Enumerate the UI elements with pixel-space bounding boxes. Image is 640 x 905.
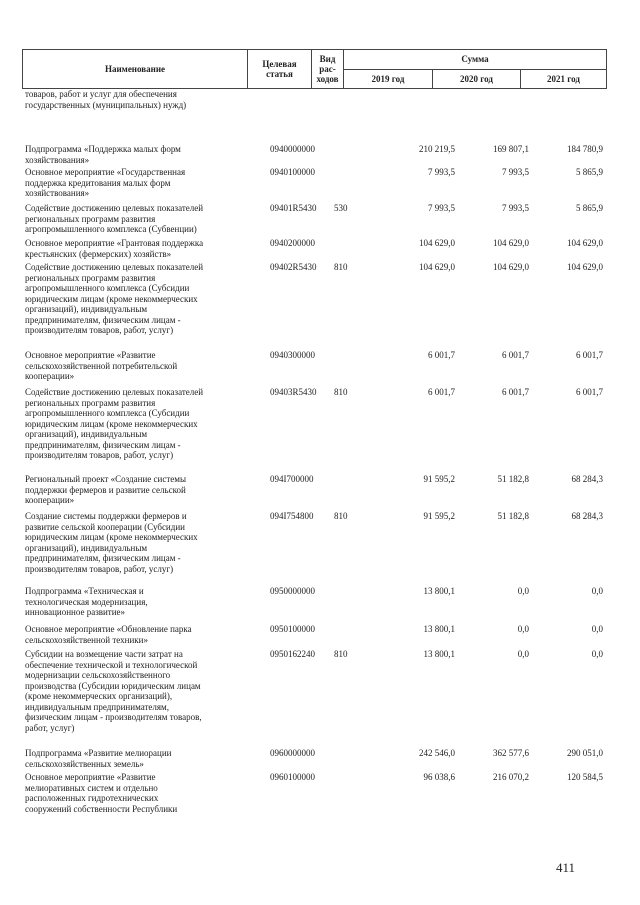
row-name: Основное мероприятие «Развитие сельскохозяйственной потребительской кооперации» (25, 350, 178, 381)
row-value-2020: 51 182,8 (497, 474, 529, 484)
row-name: Подпрограмма «Развитие мелиорации сельскохозяйственных земель» (25, 748, 172, 769)
col-type-header: Вид рас-ходов (312, 50, 344, 89)
row-value-2021: 104 629,0 (567, 262, 603, 272)
row-value-2021: 5 865,9 (576, 167, 603, 177)
row-value-2021: 5 865,9 (576, 203, 603, 213)
row-name: Региональный проект «Создание системы поддержки фермеров и развитие сельской кооперации» (25, 474, 186, 505)
row-value-2020: 51 182,8 (497, 511, 529, 521)
row-value-2019: 91 595,2 (423, 511, 455, 521)
row-code: 0940200000 (270, 238, 315, 248)
row-value-2021: 290 051,0 (567, 748, 603, 758)
row-value-2020: 104 629,0 (493, 262, 529, 272)
row-value-2019: 96 038,6 (423, 772, 455, 782)
row-code: 0940000000 (270, 144, 315, 154)
row-value-2021: 0,0 (591, 586, 603, 596)
row-value-2019: 13 800,1 (423, 624, 455, 634)
row-value-2020: 169 807,1 (493, 144, 529, 154)
row-name: Основное мероприятие «Грантовая поддержка крестьянских (фермерских) хозяйств» (25, 238, 204, 259)
row-code: 09402R5430 (270, 262, 317, 272)
row-code: 0950000000 (270, 586, 315, 596)
row-code: 0950100000 (270, 624, 315, 634)
row-code: 0960000000 (270, 748, 315, 758)
row-value-2019: 104 629,0 (419, 238, 455, 248)
row-type: 810 (334, 387, 348, 397)
row-value-2020: 104 629,0 (493, 238, 529, 248)
row-value-2020: 6 001,7 (502, 387, 529, 397)
row-code: 09401R5430 (270, 203, 317, 213)
row-name: Основное мероприятие «Обновление парка сельскохозяйственной техники» (25, 624, 192, 645)
row-value-2020: 0,0 (517, 649, 529, 659)
row-type: 530 (334, 203, 348, 213)
row-name: Субсидии на возмещение части затрат на обеспечение технической и технологической модернизации сельскохозяйственного производства (Субсидии юридическим лицам (кроме некоммерческих организаций), индивидуальным предпринимателям, физическим лицам - производителям товаров, работ, услуг) (25, 649, 202, 733)
row-name: Подпрограмма «Поддержка малых форм хозяйствования» (25, 144, 181, 165)
row-value-2021: 104 629,0 (567, 238, 603, 248)
row-value-2019: 6 001,7 (428, 350, 455, 360)
row-code: 09403R5430 (270, 387, 317, 397)
row-name: Содействие достижению целевых показателей региональных программ развития агропромышленного комплекса (Субсидии юридическим лицам (кроме некоммерческих организаций), индивидуальным предпринимателям, физическим лицам - производителям товаров, работ, услуг) (25, 387, 204, 460)
row-value-2019: 91 595,2 (423, 474, 455, 484)
row-value-2020: 7 993,5 (502, 203, 529, 213)
row-name: Основное мероприятие «Развитие мелиоративных систем и отдельно расположенных гидротехнических сооружений собственности Республики (25, 772, 178, 814)
table-header (22, 49, 606, 89)
row-value-2021: 120 584,5 (567, 772, 603, 782)
row-value-2019: 104 629,0 (419, 262, 455, 272)
row-value-2019: 7 993,5 (428, 203, 455, 213)
col-code-header: Целевая статья (248, 50, 312, 89)
row-value-2020: 0,0 (517, 586, 529, 596)
row-value-2021: 184 780,9 (567, 144, 603, 154)
row-value-2020: 362 577,6 (493, 748, 529, 758)
row-name: Содействие достижению целевых показателей региональных программ развития агропромышленного комплекса (Субвенции) (25, 203, 204, 234)
row-name: Подпрограмма «Техническая и технологическая модернизация, инновационное развитие» (25, 586, 148, 617)
row-value-2021: 0,0 (591, 624, 603, 634)
row-code: 094I700000 (270, 474, 314, 484)
row-type: 810 (334, 511, 348, 521)
row-value-2020: 216 070,2 (493, 772, 529, 782)
row-value-2019: 13 800,1 (423, 586, 455, 596)
row-value-2019: 7 993,5 (428, 167, 455, 177)
row-code: 0950162240 (270, 649, 315, 659)
col-2019-header: 2019 год (344, 69, 433, 89)
row-code: 0960100000 (270, 772, 315, 782)
page-number: 411 (556, 860, 576, 875)
row-value-2021: 0,0 (591, 649, 603, 659)
row-name: Создание системы поддержки фермеров и развитие сельской кооперации (Субсидии юридическим лицам (кроме некоммерческих организаций), индивидуальным предпринимателям, физическим лицам - производителям товаров, работ, услуг) (25, 511, 198, 574)
row-value-2019: 6 001,7 (428, 387, 455, 397)
row-value-2019: 242 546,0 (419, 748, 455, 758)
row-value-2021: 6 001,7 (576, 350, 603, 360)
row-value-2019: 13 800,1 (423, 649, 455, 659)
col-name-header: Наименование (23, 50, 248, 89)
row-value-2019: 210 219,5 (419, 144, 455, 154)
row-code: 094I754800 (270, 511, 314, 521)
row-type: 810 (334, 649, 348, 659)
row-value-2020: 0,0 (517, 624, 529, 634)
col-2020-header: 2020 год (433, 69, 521, 89)
row-value-2021: 68 284,3 (571, 474, 603, 484)
col-2021-header: 2021 год (521, 69, 607, 89)
row-name: Содействие достижению целевых показателей региональных программ развития агропромышленного комплекса (Субсидии юридическим лицам (кроме некоммерческих организаций), индивидуальным предпринимателям, физическим лицам - производителям товаров, работ, услуг) (25, 262, 204, 335)
row-code: 0940300000 (270, 350, 315, 360)
row-value-2021: 68 284,3 (571, 511, 603, 521)
row-name: товаров, работ и услуг для обеспечения государственных (муниципальных) нужд) (25, 89, 187, 110)
col-sum-header: Сумма (344, 50, 607, 70)
row-value-2021: 6 001,7 (576, 387, 603, 397)
row-value-2020: 7 993,5 (502, 167, 529, 177)
row-name: Основное мероприятие «Государственная поддержка кредитования малых форм хозяйствования» (25, 167, 186, 198)
row-value-2020: 6 001,7 (502, 350, 529, 360)
row-code: 0940100000 (270, 167, 315, 177)
row-type: 810 (334, 262, 348, 272)
